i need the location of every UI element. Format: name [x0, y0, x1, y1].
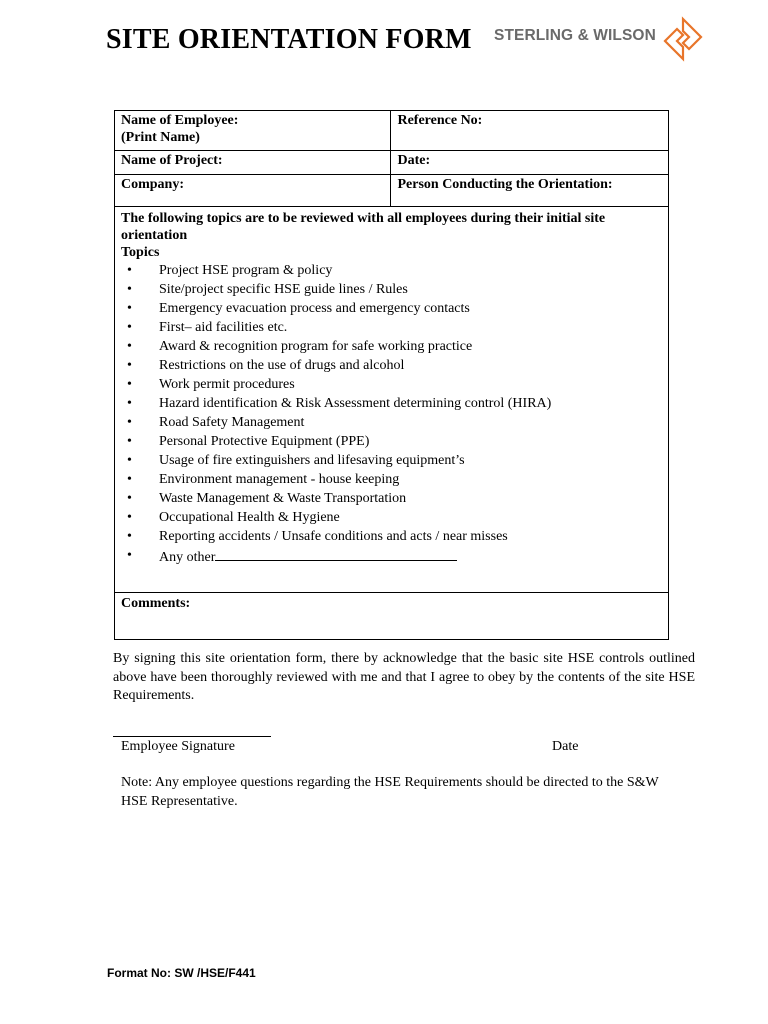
signature-date-label: Date: [552, 739, 579, 754]
note-text: Note: Any employee questions regarding the HSE Requirements should be directed to the S&W HSE Representative.: [121, 775, 659, 809]
signature-line[interactable]: [113, 736, 271, 737]
project-name-label: Name of Project:: [121, 153, 223, 168]
topics-cell: [115, 207, 669, 593]
person-conducting-label: Person Conducting the Orientation:: [397, 177, 613, 192]
person-conducting-cell[interactable]: [391, 175, 669, 207]
reference-no-label: Reference No:: [397, 113, 483, 128]
comments-label: Comments:: [121, 596, 191, 611]
employee-name-label: Name of Employee:: [121, 113, 239, 128]
page-title: SITE ORIENTATION FORM: [106, 24, 472, 55]
list-item: • First– aid facilities etc.: [121, 318, 662, 337]
reference-no-cell[interactable]: [391, 111, 669, 151]
list-item: • Usage of fire extinguishers and lifesaving equipment’s: [121, 451, 662, 470]
list-item: • Project HSE program & policy: [121, 261, 662, 280]
list-item: • Emergency evacuation process and emergency contacts: [121, 299, 662, 318]
list-item: • Environment management - house keeping: [121, 470, 662, 489]
employee-signature-label: Employee Signature: [121, 739, 235, 754]
list-item-any-other: [121, 546, 662, 567]
topics-intro: The following topics are to be reviewed with all employees during their initial site orientation: [121, 211, 606, 243]
any-other-label: Any other: [159, 550, 216, 565]
company-label: Company:: [121, 177, 185, 192]
list-item: • Award & recognition program for safe working practice: [121, 337, 662, 356]
date-cell[interactable]: [391, 151, 669, 175]
acknowledgement-text: By signing this site orientation form, there by acknowledge that the basic site HSE controls outlined above have been thoroughly reviewed with me and that I agree to obey by the contents of the site HSE Requirements.: [113, 651, 695, 703]
comments-cell[interactable]: [115, 593, 669, 640]
company-cell[interactable]: [115, 175, 391, 207]
list-item: • Restrictions on the use of drugs and alcohol: [121, 356, 662, 375]
topics-list: [121, 261, 662, 589]
company-logo: [492, 16, 708, 64]
logo-text: STERLING & WILSON: [494, 27, 656, 44]
employee-name-cell[interactable]: [115, 111, 391, 151]
logo-diamond-icon: [660, 16, 706, 62]
list-item: • Road Safety Management: [121, 413, 662, 432]
list-item: • Reporting accidents / Unsafe conditions and acts / near misses: [121, 527, 662, 546]
any-other-blank-field[interactable]: [215, 546, 457, 561]
list-item: • Site/project specific HSE guide lines / Rules: [121, 280, 662, 299]
date-label: Date:: [397, 153, 431, 168]
list-item: • Hazard identification & Risk Assessment determining control (HIRA): [121, 394, 662, 413]
orientation-form-table: [114, 110, 669, 640]
employee-name-sub: (Print Name): [121, 130, 200, 145]
topics-heading: Topics: [121, 245, 160, 260]
format-number: Format No: SW /HSE/F441: [107, 966, 256, 980]
list-item: • Waste Management & Waste Transportation: [121, 489, 662, 508]
list-item: • Occupational Health & Hygiene: [121, 508, 662, 527]
list-item: • Personal Protective Equipment (PPE): [121, 432, 662, 451]
project-name-cell[interactable]: [115, 151, 391, 175]
list-item: • Work permit procedures: [121, 375, 662, 394]
